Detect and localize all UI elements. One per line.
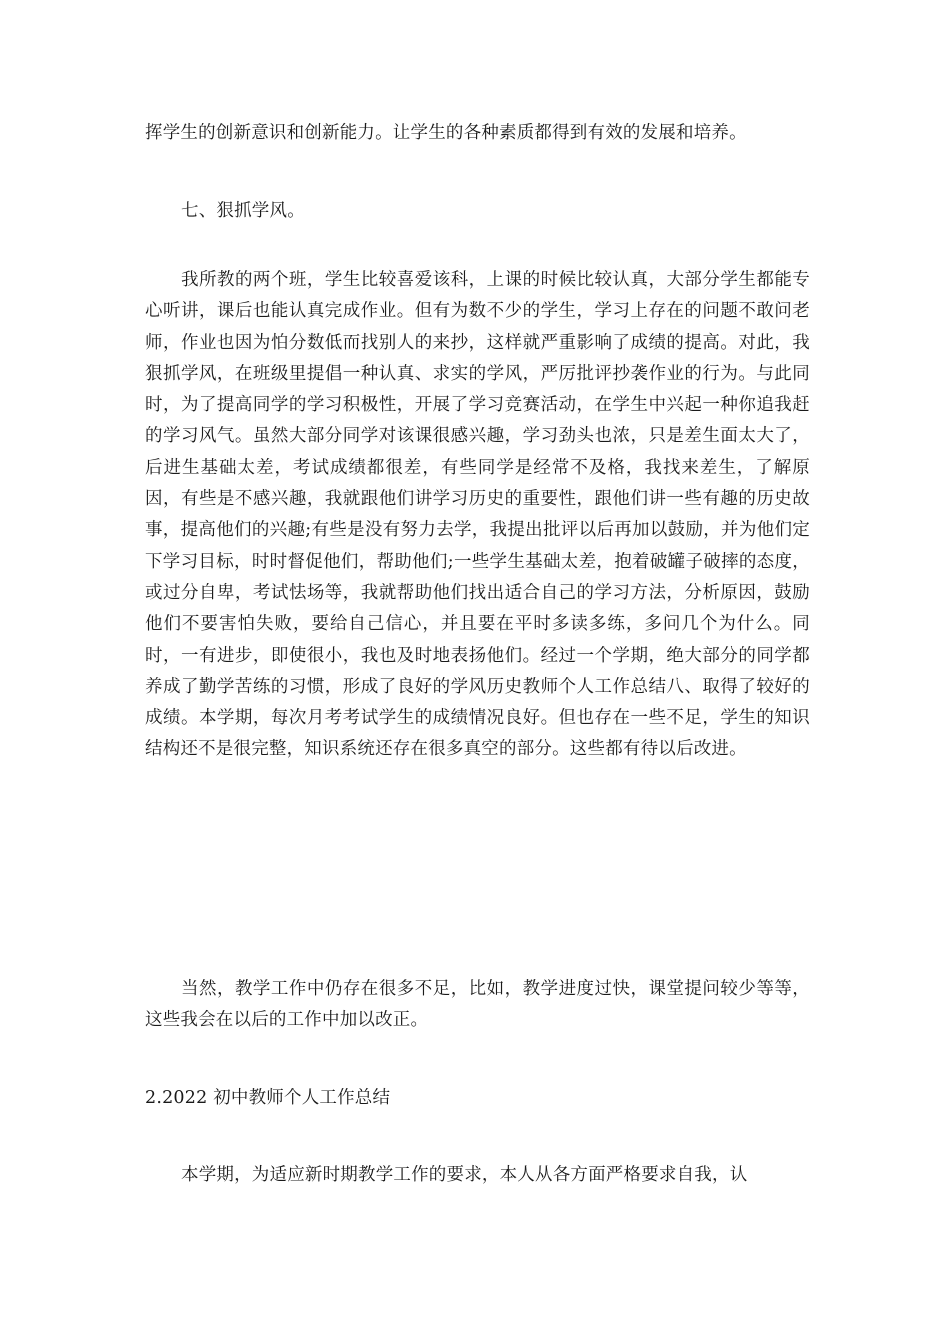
paragraph-intro: 本学期，为适应新时期教学工作的要求，本人从各方面严格要求自我，认 bbox=[181, 1165, 748, 1185]
paragraph-shortcomings: 当然，教学工作中仍存在很多不足，比如，教学进度过快，课堂提问较少等等，这些我会在以后的工作中加以改正。 bbox=[145, 979, 810, 1031]
section-title-summary: 2.2022 初中教师个人工作总结 bbox=[145, 1088, 391, 1108]
section-heading-seven: 七、狠抓学风。 bbox=[181, 201, 305, 221]
paragraph-continuation: 挥学生的创新意识和创新能力。让学生的各种素质都得到有效的发展和培养。 bbox=[145, 123, 747, 143]
paragraph-study-style: 我所教的两个班，学生比较喜爱该科，上课的时候比较认真，大部分学生都能专心听讲，课后也能认真完成作业。但有为数不少的学生，学习上存在的问题不敢问老师，作业也因为怕分数低而找别人的来抄，这样就严重影响了成绩的提高。对此，我狠抓学风，在班级里提倡一种认真、求实的学风，严厉批评抄袭作业的行为。与此同时，为了提高同学的学习积极性，开展了学习竞赛活动，在学生中兴起一种你追我赶的学习风气。虽然大部分同学对该课很感兴趣，学习劲头也浓，只是差生面太大了，后进生基础太差，考试成绩都很差，有些同学是经常不及格，我找来差生，了解原因，有些是不感兴趣，我就跟他们讲学习历史的重要性，跟他们讲一些有趣的历史故事，提高他们的兴趣;有些是没有努力去学，我提出批评以后再加以鼓励，并为他们定下学习目标，时时督促他们，帮助他们;一些学生基础太差，抱着破罐子破摔的态度，或过分自卑，考试怯场等，我就帮助他们找出适合自己的学习方法，分析原因，鼓励他们不要害怕失败，要给自己信心，并且要在平时多读多练，多问几个为什么。同时，一有进步，即使很小，我也及时地表扬他们。经过一个学期，绝大部分的同学都养成了勤学苦练的习惯，形成了良好的学风历史教师个人工作总结八、取得了较好的成绩。本学期，每次月考考试学生的成绩情况良好。但也存在一些不足，学生的知识结构还不是很完整，知识系统还存在很多真空的部分。这些都有待以后改进。 bbox=[145, 270, 810, 760]
